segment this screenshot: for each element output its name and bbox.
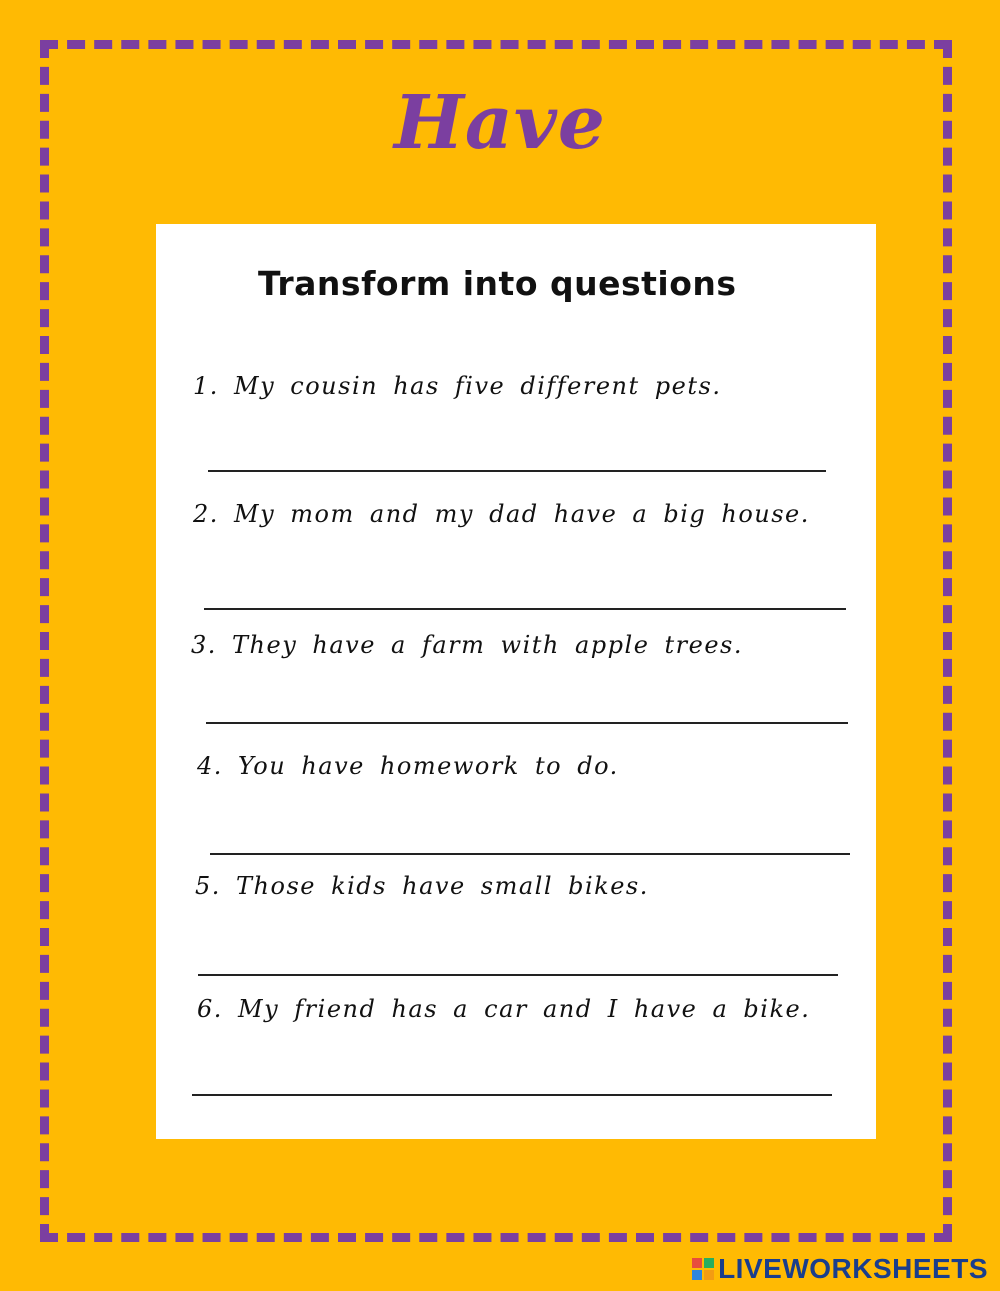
answer-field-1[interactable]: [208, 446, 826, 472]
page-title: Have: [394, 80, 606, 166]
question-3: 3. They have a farm with apple trees.: [191, 631, 743, 659]
question-6: 6. My friend has a car and I have a bike.: [197, 995, 811, 1023]
instructions-heading: Transform into questions: [258, 264, 737, 303]
liveworksheets-footer: [692, 1253, 988, 1285]
brand-name: LIVEWORKSHEETS: [718, 1253, 988, 1284]
answer-field-2[interactable]: [204, 584, 846, 610]
answer-field-4[interactable]: [210, 829, 850, 855]
liveworksheets-logo-icon: [692, 1258, 714, 1280]
answer-field-6[interactable]: [192, 1070, 832, 1096]
question-2: 2. My mom and my dad have a big house.: [193, 500, 810, 528]
answer-field-5[interactable]: [198, 950, 838, 976]
question-5: 5. Those kids have small bikes.: [195, 872, 649, 900]
answer-field-3[interactable]: [206, 698, 848, 724]
question-4: 4. You have homework to do.: [197, 752, 619, 780]
question-1: 1. My cousin has five different pets.: [193, 372, 722, 400]
